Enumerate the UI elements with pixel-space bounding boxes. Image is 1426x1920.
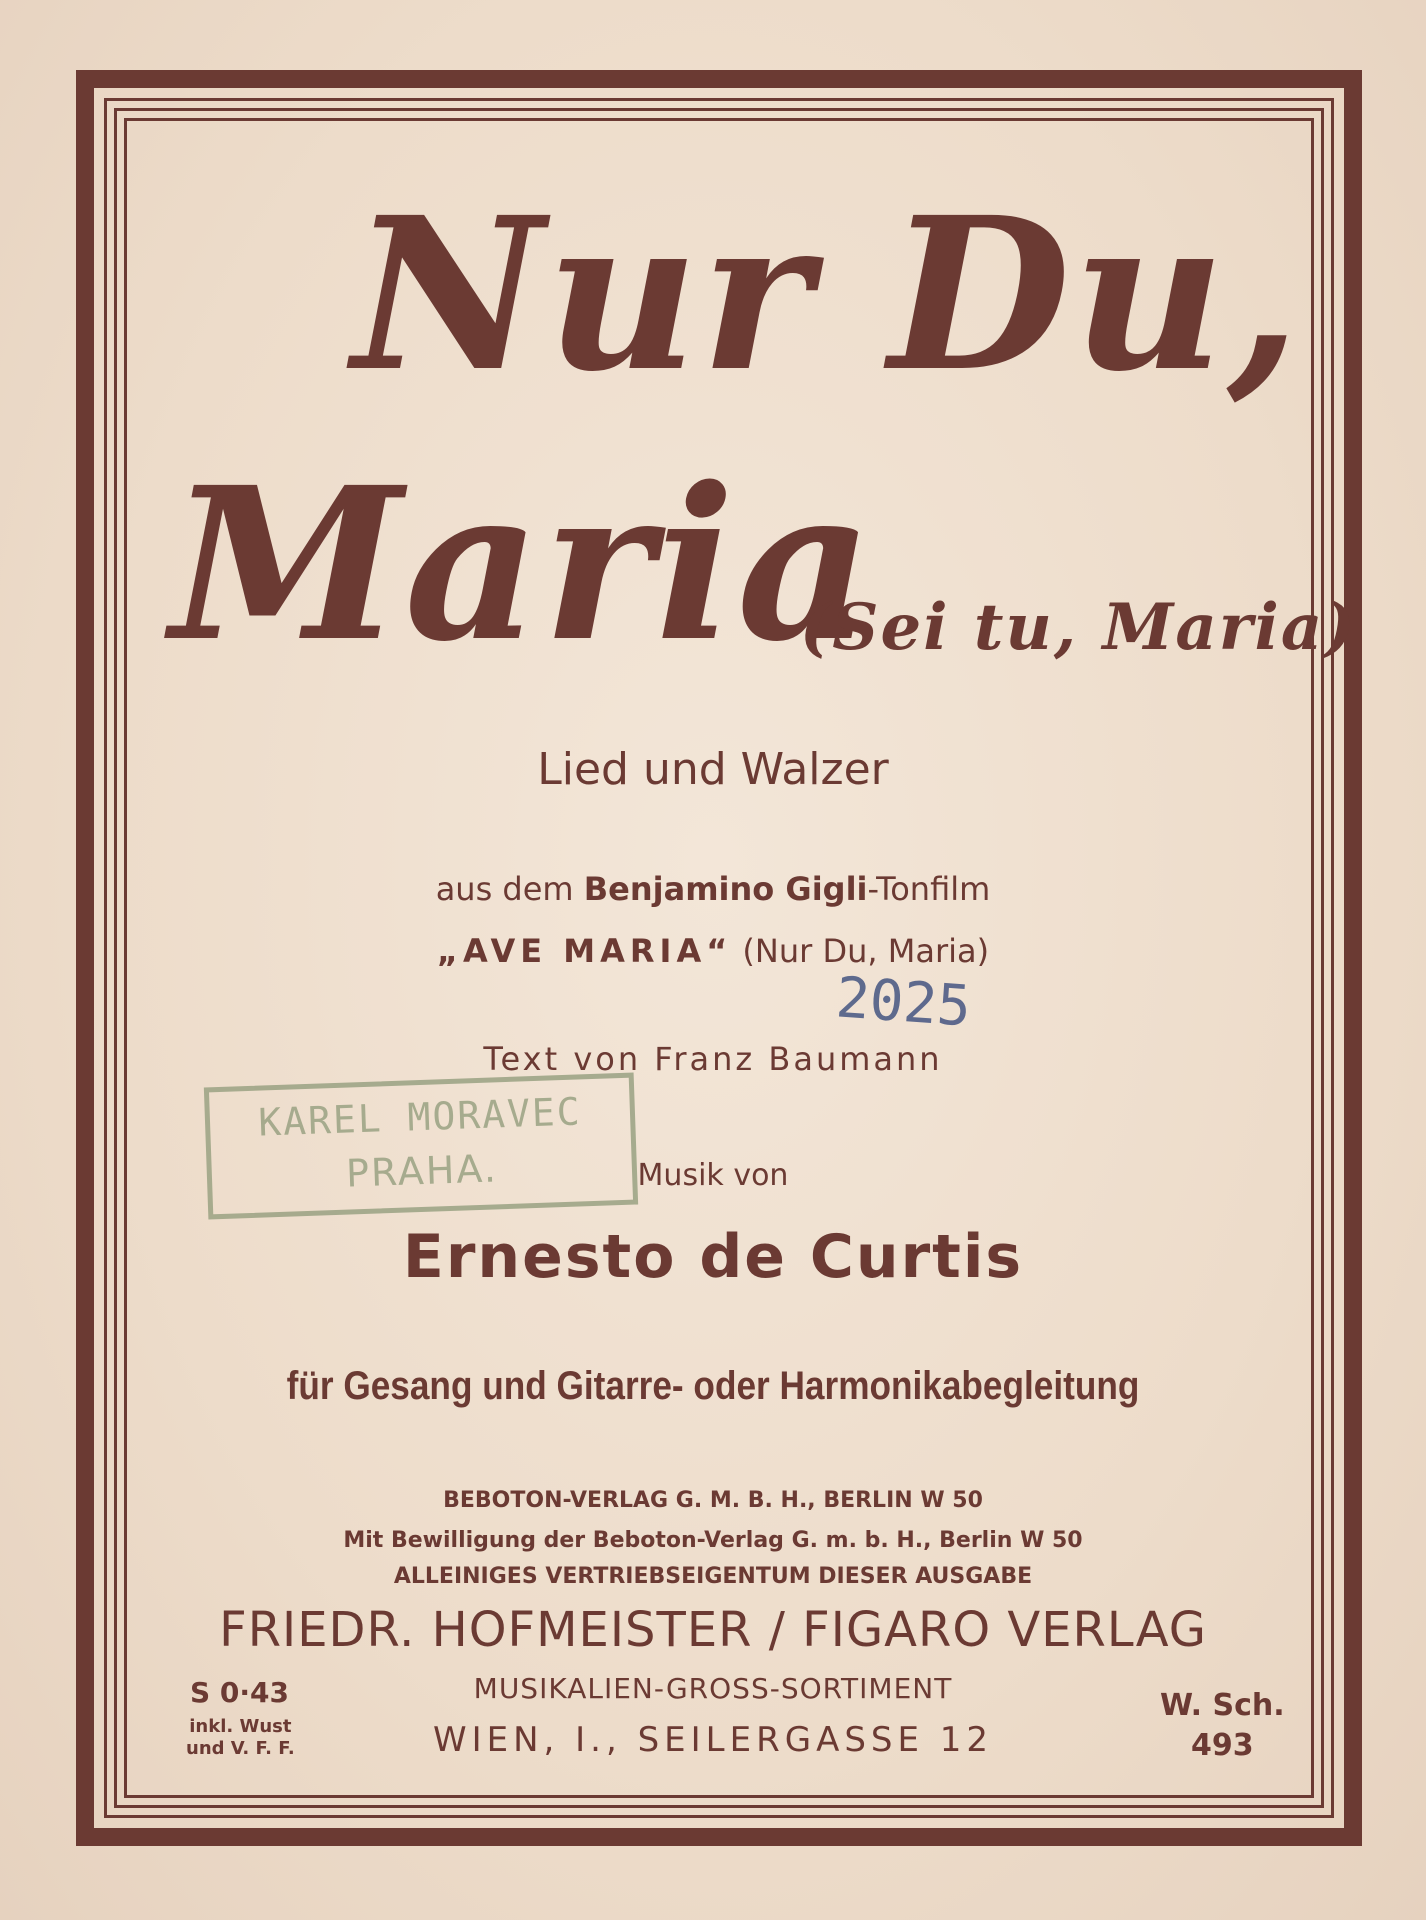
catalog-label: W. Sch.: [1160, 1688, 1285, 1723]
publisher-line-3: ALLEINIGES VERTRIEBSEIGENTUM DIESER AUSGABE: [393, 1564, 1033, 1589]
handwritten-number: 2025: [833, 965, 973, 1040]
price-note-line-2: und V. F. F.: [186, 1738, 295, 1759]
publisher-tagline: MUSIKALIEN-GROSS-SORTIMENT: [473, 1672, 953, 1705]
film-suffix: -Tonfilm: [867, 870, 991, 908]
publisher-line-1: BEBOTON-VERLAG G. M. B. H., BERLIN W 50: [443, 1488, 983, 1513]
film-alt-title: (Nur Du, Maria): [732, 932, 990, 970]
film-prefix: aus dem: [435, 870, 584, 908]
price-note-line-1: inkl. Wust: [189, 1716, 292, 1737]
publisher-address: WIEN, I., SEILERGASSE 12: [432, 1720, 994, 1760]
price-note: [186, 1716, 295, 1760]
owner-stamp: [204, 1073, 638, 1220]
publisher-line-2: Mit Bewilligung der Beboton-Verlag G. m. b. H., Berlin W 50: [343, 1528, 1083, 1553]
lyricist-credit: Text von Franz Baumann: [483, 1040, 943, 1078]
title-line-2: Maria: [170, 441, 876, 688]
film-credit: [0, 870, 1426, 908]
film-star: Benjamino Gigli: [583, 870, 868, 908]
price-value: S 0·43: [190, 1676, 289, 1709]
title-line-1: Nur Du,: [352, 171, 1303, 418]
instrumentation: für Gesang und Gitarre- oder Harmonikabegleitung: [286, 1364, 1140, 1408]
subtitle: Lied und Walzer: [537, 744, 889, 795]
music-by-label: Musik von: [637, 1158, 789, 1193]
catalog-value: 493: [1191, 1728, 1254, 1763]
stamp-line-2: PRAHA.: [345, 1146, 499, 1196]
film-title-line: [0, 932, 1426, 970]
publisher-main: FRIEDR. HOFMEISTER / FIGARO VERLAG: [219, 1602, 1207, 1658]
title-alternate: (Sei tu, Maria): [800, 590, 1357, 665]
film-title: „AVE MARIA“: [436, 932, 733, 970]
composer-name: Ernesto de Curtis: [402, 1222, 1024, 1292]
stamp-line-1: KAREL MORAVEC: [257, 1089, 583, 1145]
catalog-number: [1160, 1686, 1285, 1766]
